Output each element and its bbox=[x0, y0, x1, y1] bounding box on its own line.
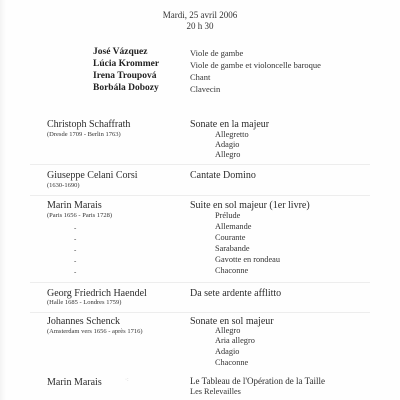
movement: Aria allegro bbox=[215, 336, 255, 345]
composer-dates: (Amsterdam vers 1656 - après 1716) bbox=[47, 328, 143, 335]
composer-name: Marin Marais bbox=[47, 200, 102, 211]
work-title: Le Tableau de l'Opération de la Taille bbox=[190, 376, 325, 386]
movement: Gavotte en rondeau bbox=[215, 255, 280, 264]
dash-mark: - bbox=[74, 246, 77, 254]
composer-name: Giuseppe Celani Corsi bbox=[47, 170, 138, 181]
composer-name: Georg Friedrich Haendel bbox=[47, 288, 147, 299]
movement: Adagio bbox=[215, 347, 240, 356]
composer-dates: (Paris 1656 - Paris 1728) bbox=[47, 212, 112, 219]
paper-speck: ·: bbox=[125, 377, 129, 383]
movement: Prélude bbox=[215, 211, 241, 220]
movement: Allemande bbox=[215, 222, 252, 231]
composer-name: Christoph Schaffrath bbox=[47, 119, 131, 130]
concert-time: 20 h 30 bbox=[186, 21, 214, 31]
performer-name: Lúcia Krommer bbox=[93, 59, 160, 69]
performer-role: Viole de gambe bbox=[190, 48, 244, 58]
movement: Adagio bbox=[215, 140, 240, 149]
performer-name: José Vázquez bbox=[93, 47, 148, 57]
section-divider bbox=[30, 195, 370, 196]
performer-name: Irena Troupová bbox=[93, 71, 157, 81]
dash-mark: - bbox=[74, 257, 77, 265]
performer-role: Clavecin bbox=[190, 84, 221, 94]
movement: Les Relevailles bbox=[190, 387, 241, 396]
dash-mark: - bbox=[74, 268, 77, 276]
work-title: Sonate en la majeur bbox=[190, 119, 270, 130]
movement: Chaconne bbox=[215, 266, 249, 275]
performer-role: Chant bbox=[190, 72, 211, 82]
work-title: Cantate Domino bbox=[190, 170, 256, 181]
movement: Allegro bbox=[215, 326, 241, 335]
movement: Allegro bbox=[215, 150, 241, 159]
dash-mark: - bbox=[74, 235, 77, 243]
composer-name: Marin Marais bbox=[47, 377, 102, 388]
composer-dates: (1630-1690) bbox=[47, 182, 80, 189]
composer-dates: (Halle 1685 - Londres 1759) bbox=[47, 299, 122, 306]
dash-mark: - bbox=[74, 224, 77, 232]
movement: Courante bbox=[215, 233, 246, 242]
concert-date: Mardi, 25 avril 2006 bbox=[162, 10, 238, 20]
section-divider bbox=[30, 312, 370, 313]
movement: Sarabande bbox=[215, 244, 250, 253]
composer-dates: (Dresde 1709 - Berlin 1763) bbox=[47, 131, 121, 138]
performer-name: Borbála Dobozy bbox=[93, 83, 159, 93]
movement: Chaconne bbox=[215, 358, 249, 367]
work-title: Sonate en sol majeur bbox=[190, 316, 274, 327]
performer-role: Viole de gambe et violoncelle baroque bbox=[190, 60, 321, 70]
work-title: Suite en sol majeur (1er livre) bbox=[190, 200, 310, 211]
composer-name: Johannes Schenck bbox=[47, 316, 121, 327]
page-shadow bbox=[0, 0, 6, 400]
work-title: Da sete ardente afflitto bbox=[190, 288, 282, 299]
movement: Allegretto bbox=[215, 130, 249, 139]
section-divider bbox=[30, 282, 370, 283]
section-divider bbox=[30, 164, 370, 165]
